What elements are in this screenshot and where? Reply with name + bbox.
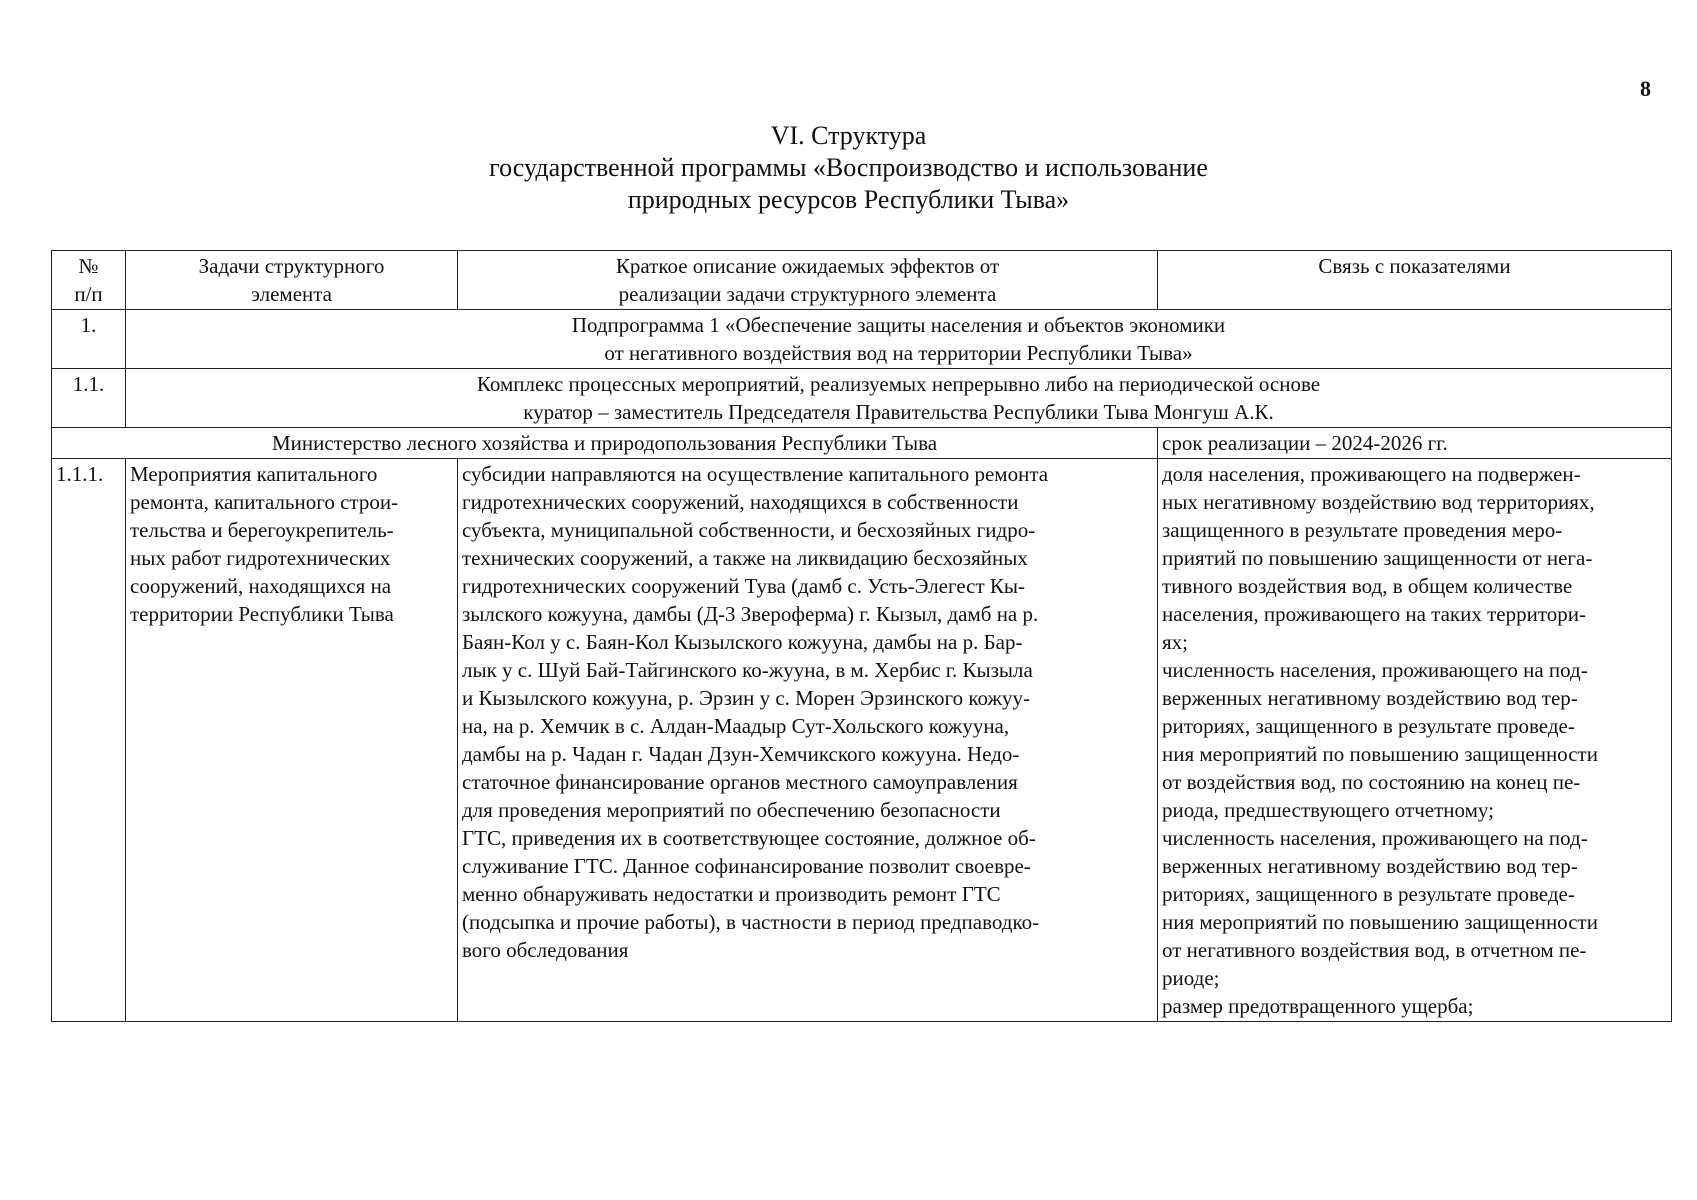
effect-line: гидротехнических сооружений, находящихся в собственности [462, 490, 1019, 514]
indicator-line: ния мероприятий по повышению защищенности [1162, 742, 1598, 766]
task-line: ных работ гидротехнических [130, 546, 391, 570]
indicator-line: от негативного воздействия вод, в отчетном пе- [1162, 938, 1587, 962]
title-line-2: государственной программы «Воспроизводство и использование [489, 153, 1208, 182]
indicator-line: приятий по повышению защищенности от нега- [1162, 546, 1593, 570]
indicator-line: риториях, защищенного в результате проведе- [1162, 882, 1575, 906]
header-indicators [1158, 251, 1672, 310]
effect-line: вого обследования [462, 938, 629, 962]
complex-title-line: куратор – заместитель Председателя Правительства Республики Тыва Монгуш А.К. [523, 400, 1274, 424]
indicator-line: размер предотвращенного ущерба; [1162, 994, 1474, 1018]
structure-table [51, 250, 1672, 1022]
complex-num: 1.1. [52, 369, 126, 428]
indicator-line: от воздействия вод, по состоянию на конец пе- [1162, 770, 1581, 794]
task-line: Мероприятия капитального [130, 462, 378, 486]
task-description [126, 459, 458, 1022]
header-effects-line: Краткое описание ожидаемых эффектов от [615, 254, 1000, 278]
task-num: 1.1.1. [52, 459, 126, 1022]
complex-title-line: Комплекс процессных мероприятий, реализуемых непрерывно либо на периодической основе [476, 372, 1321, 396]
header-tasks [126, 251, 458, 310]
indicator-line: верженных негативному воздействию вод тер- [1162, 686, 1578, 710]
task-line: сооружений, находящихся на [130, 574, 392, 598]
document-title [0, 120, 1697, 216]
task-line: территории Республики Тыва [130, 602, 394, 626]
header-num-line: п/п [74, 282, 103, 306]
indicator-line: доля населения, проживающего на подвержен- [1162, 462, 1581, 486]
effect-line: на, на р. Хемчик в с. Алдан-Маадыр Сут-Хольского кожууна, [462, 714, 1010, 738]
indicator-line: ных негативному воздействию вод территориях, [1162, 490, 1595, 514]
subprogram-title [126, 310, 1672, 369]
indicators-link [1158, 459, 1672, 1022]
effect-line: ГТС, приведения их в соответствующее состояние, должное об- [462, 826, 1036, 850]
ministry-row [52, 428, 1672, 459]
effect-line: дамбы на р. Чадан г. Чадан Дзун-Хемчикского кожууна. Недо- [462, 742, 1020, 766]
header-effects [458, 251, 1158, 310]
indicator-line: ния мероприятий по повышению защищенности [1162, 910, 1598, 934]
subprogram-title-line: Подпрограмма 1 «Обеспечение защиты населения и объектов экономики [571, 313, 1226, 337]
indicator-line: ях; [1162, 630, 1188, 654]
indicator-line: тивного воздействия вод, в общем количестве [1162, 574, 1573, 598]
effect-line: лык у с. Шуй Бай-Тайгинского ко-жууна, в м. Хербис г. Кызыла [462, 658, 1033, 682]
indicator-line: риториях, защищенного в результате проведе- [1162, 714, 1575, 738]
effect-line: технических сооружений, а также на ликвидацию бесхозяйных [462, 546, 1028, 570]
task-line: тельства и берегоукрепитель- [130, 518, 394, 542]
header-num [52, 251, 126, 310]
subprogram-row [52, 310, 1672, 369]
title-line-1: VI. Структура [770, 121, 927, 150]
effect-line: субсидии направляются на осуществление капитального ремонта [462, 462, 1049, 486]
responsible-ministry: Министерство лесного хозяйства и природопользования Республики Тыва [52, 428, 1158, 459]
effect-line: служивание ГТС. Данное софинансирование позволит своевре- [462, 854, 1031, 878]
implementation-term: срок реализации – 2024-2026 гг. [1158, 428, 1672, 459]
page-number: 8 [1640, 76, 1651, 101]
title-line-3: природных ресурсов Республики Тыва» [627, 185, 1070, 214]
effect-line: зылского кожууна, дамбы (Д-3 Звероферма) г. Кызыл, дамб на р. [462, 602, 1039, 626]
effect-line: для проведения мероприятий по обеспечению безопасности [462, 798, 1001, 822]
task-row [52, 459, 1672, 1022]
subprogram-num: 1. [52, 310, 126, 369]
indicator-line: населения, проживающего на таких территори- [1162, 602, 1586, 626]
complex-title [126, 369, 1672, 428]
header-tasks-line: элемента [250, 282, 333, 306]
effect-line: гидротехнических сооружений Тува (дамб с. Усть-Элегест Кы- [462, 574, 1026, 598]
indicator-line: верженных негативному воздействию вод тер- [1162, 854, 1578, 878]
expected-effects [458, 459, 1158, 1022]
indicator-line: численность населения, проживающего на под- [1162, 658, 1588, 682]
effect-line: Баян-Кол у с. Баян-Кол Кызылского кожууна, дамбы на р. Бар- [462, 630, 1023, 654]
subprogram-title-line: от негативного воздействия вод на территории Республики Тыва» [604, 341, 1193, 365]
header-num-line: № [78, 254, 99, 278]
effect-line: менно обнаруживать недостатки и производить ремонт ГТС [462, 882, 1001, 906]
indicator-line: риоде; [1162, 966, 1220, 990]
effect-line: субъекта, муниципальной собственности, и бесхозяйных гидро- [462, 518, 1036, 542]
effect-line: (подсыпка и прочие работы), в частности в период предпаводко- [462, 910, 1040, 934]
indicator-line: риода, предшествующего отчетному; [1162, 798, 1494, 822]
complex-row [52, 369, 1672, 428]
header-indicators-line: Связь с показателями [1318, 254, 1511, 278]
indicator-line: численность населения, проживающего на под- [1162, 826, 1588, 850]
header-tasks-line: Задачи структурного [198, 254, 385, 278]
header-effects-line: реализации задачи структурного элемента [618, 282, 997, 306]
effect-line: статочное финансирование органов местного самоуправления [462, 770, 1018, 794]
task-line: ремонта, капитального строи- [130, 490, 399, 514]
indicator-line: защищенного в результате проведения меро- [1162, 518, 1563, 542]
table-header-row [52, 251, 1672, 310]
effect-line: и Кызылского кожууна, р. Эрзин у с. Морен Эрзинского кожуу- [462, 686, 1030, 710]
